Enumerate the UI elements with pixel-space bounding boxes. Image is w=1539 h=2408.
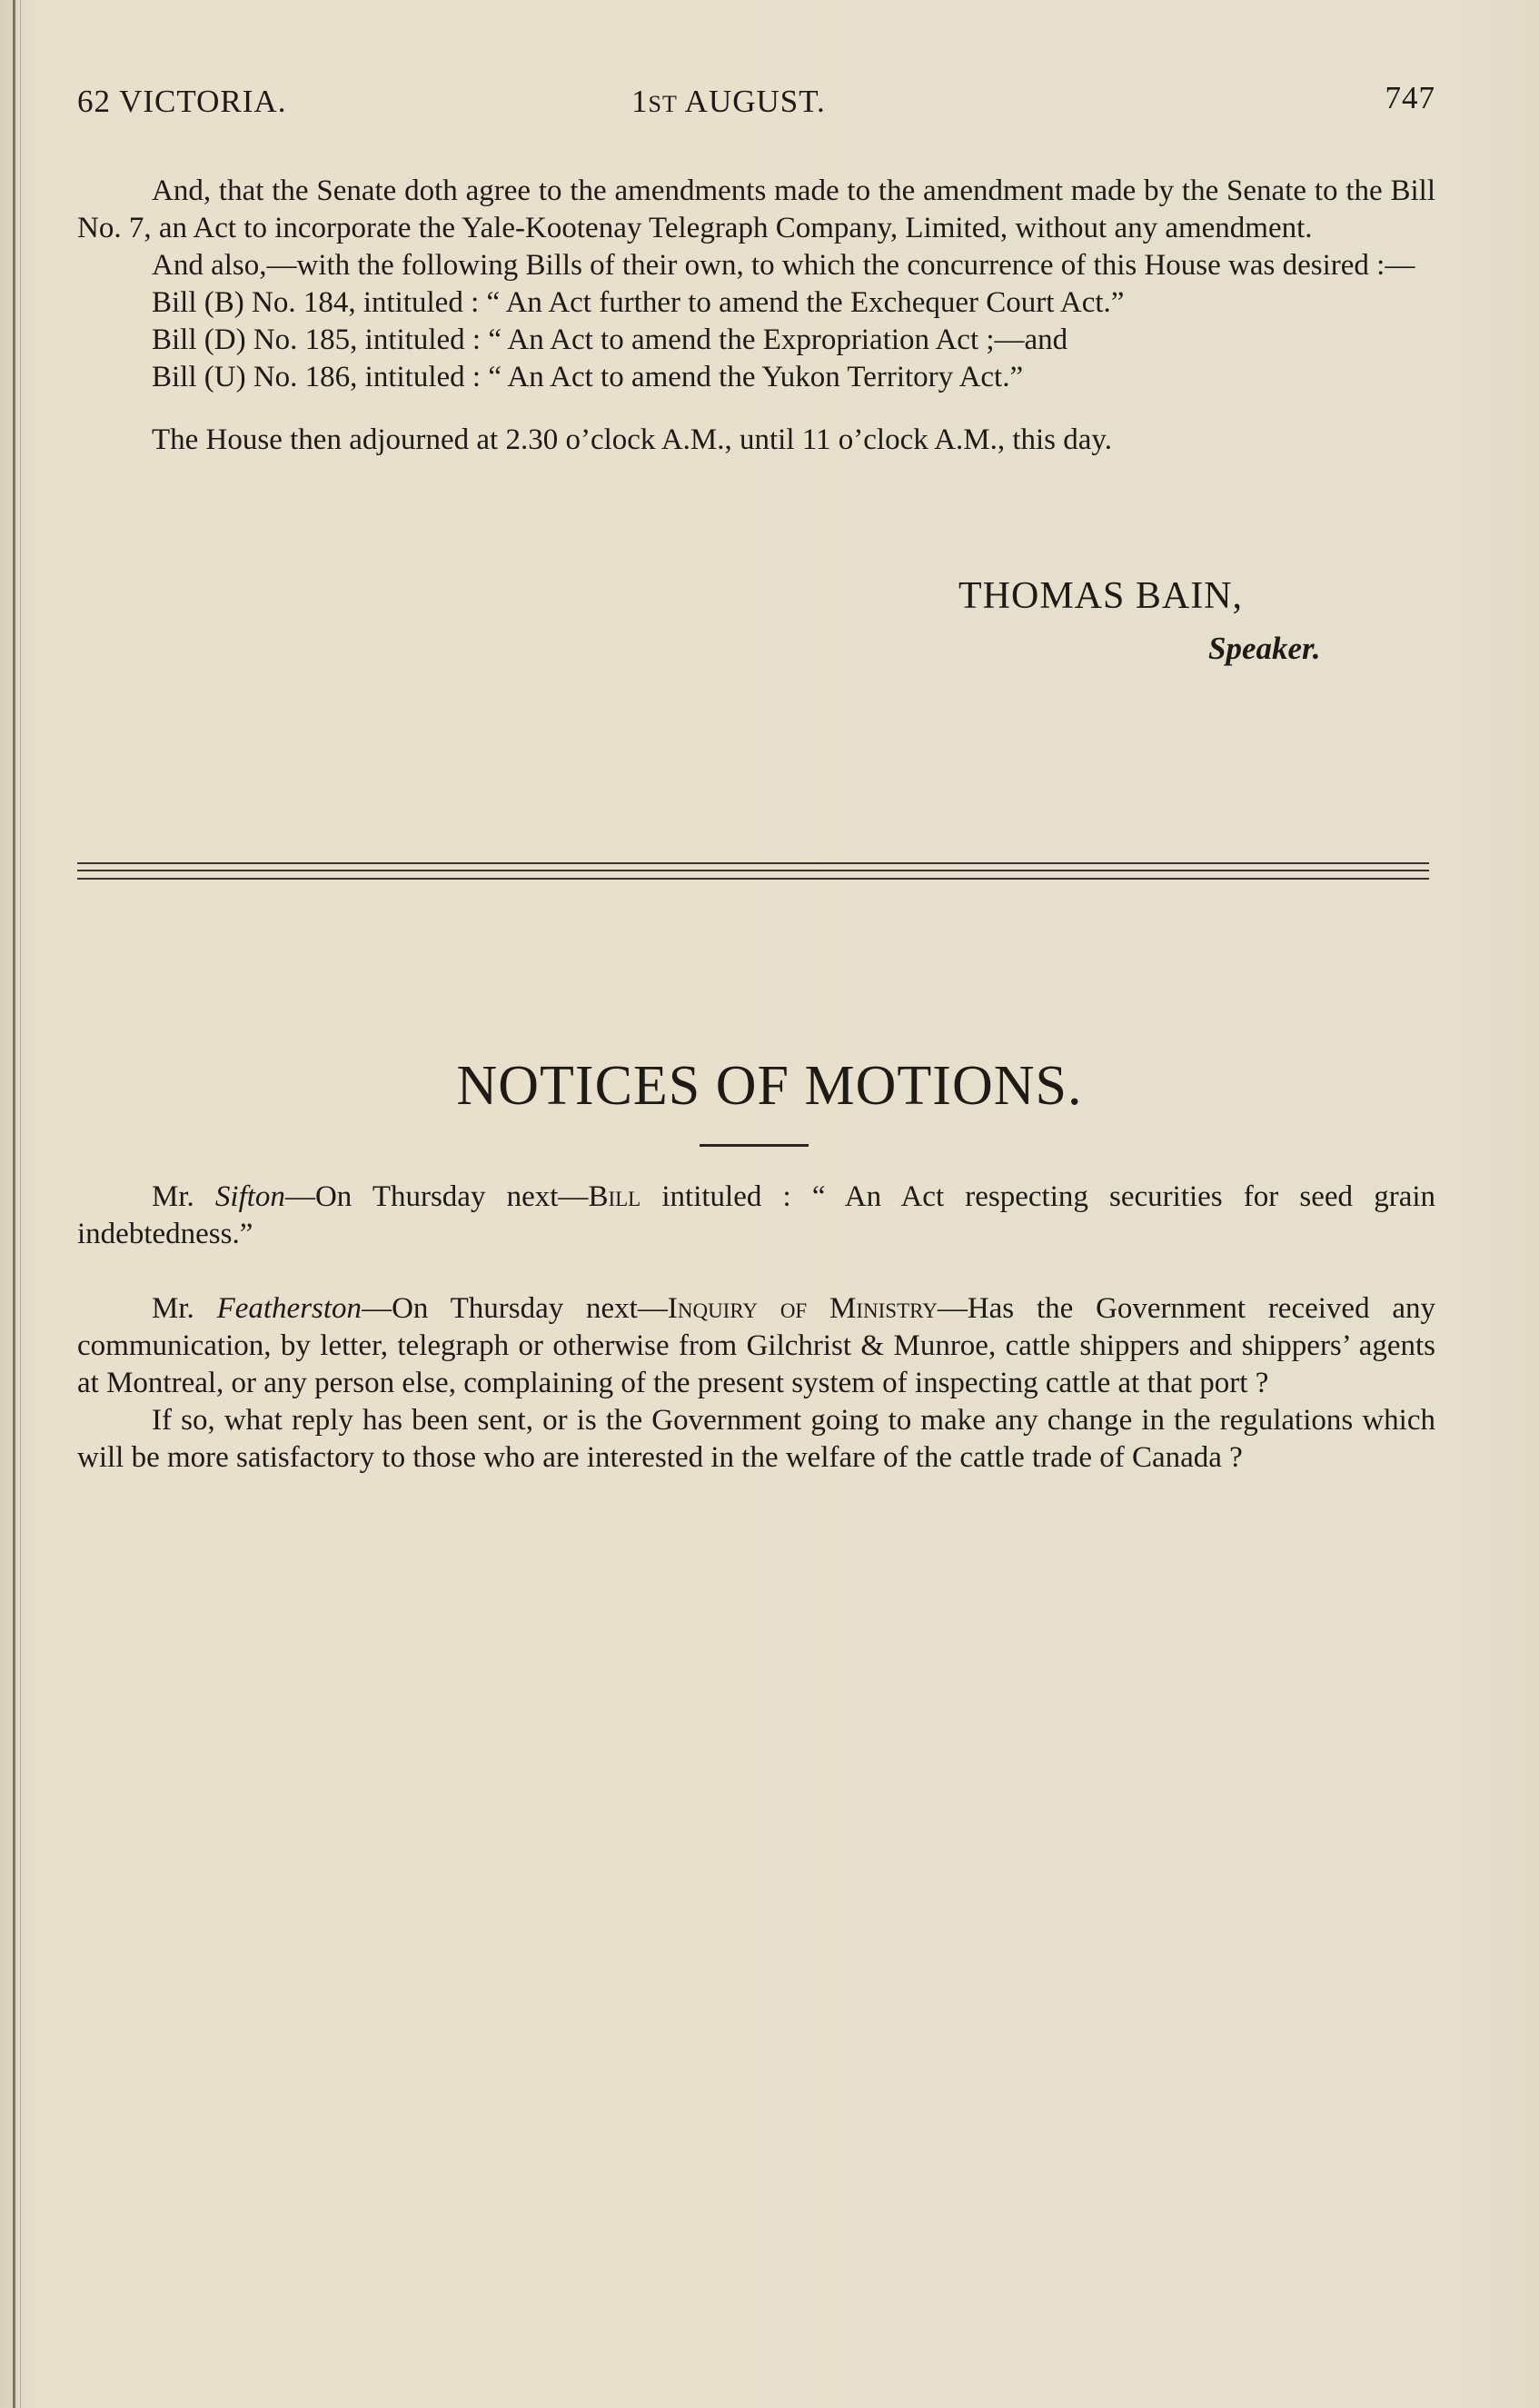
date-ordinal: ST [648, 91, 678, 117]
binding-edge [13, 0, 15, 2408]
senate-message [77, 173, 1435, 459]
signature-name: THOMAS BAIN, [958, 575, 1244, 617]
senate-paragraph-2: And also,—with the following Bills of their own, to which the concurrence of this House was desired :— [152, 249, 1415, 282]
motion-2-member: Featherston [216, 1292, 362, 1325]
heading-underline [700, 1144, 809, 1147]
divider-rule-bottom [77, 878, 1429, 880]
signature-title: Speaker. [1208, 631, 1321, 666]
motion-2-paragraph [77, 1290, 1435, 1402]
notice-motion-2 [77, 1290, 1435, 1477]
motion-2-text: —Has the Government received any communication, by letter, telegraph or otherwise from Gilchrist & Munroe, cattle shippers and shippers’ agents at Montreal, or any person else, complaining of the present system of inspecting cattle at that port ? [77, 1292, 1436, 1399]
divider-rule-middle [77, 870, 1429, 871]
binding-edge-inner [20, 0, 21, 2408]
date-month: AUGUST. [677, 84, 826, 119]
running-head-date [631, 84, 826, 120]
motion-1-when: —On Thursday next— [284, 1180, 589, 1213]
running-head [77, 80, 1435, 129]
bill-item: Bill (B) No. 184, intituled : “ An Act further to amend the Exchequer Court Act.” [152, 286, 1125, 319]
motion-2-kind: Inquiry of Ministry [667, 1292, 938, 1325]
running-head-session: 62 VICTORIA. [77, 84, 287, 119]
bill-item: Bill (D) No. 185, intituled : “ An Act to amend the Expropriation Act ;—and [152, 323, 1068, 356]
motion-2-when: —On Thursday next— [362, 1292, 668, 1325]
adjournment-note: The House then adjourned at 2.30 o’clock A.M., until 11 o’clock A.M., this day. [152, 423, 1113, 456]
motion-2-prefix: Mr. [152, 1292, 217, 1325]
notice-motion-1 [77, 1179, 1435, 1253]
motion-1-prefix: Mr. [152, 1180, 215, 1213]
section-heading: NOTICES OF MOTIONS. [456, 1055, 1083, 1117]
motion-1-paragraph [77, 1179, 1435, 1253]
motion-2-followup: If so, what reply has been sent, or is the Government going to make any change in the regulations which will be more satisfactory to those who are interested in the welfare of the cattle trade of Canada ? [77, 1404, 1435, 1474]
date-day: 1 [631, 84, 649, 119]
page-number: 747 [1385, 80, 1435, 115]
motion-1-text: intituled : “ An Act respecting securities for seed grain indebtedness.” [77, 1180, 1436, 1250]
motion-1-member: Sifton [214, 1180, 285, 1213]
senate-paragraph-1: And, that the Senate doth agree to the amendments made to the amendment made by the Senate to the Bill No. 7, an Act to incorporate the Yale-Kootenay Telegraph Company, Limited, without any amendment. [77, 174, 1435, 244]
divider-rule-top [77, 862, 1429, 864]
bill-item: Bill (U) No. 186, intituled : “ An Act to amend the Yukon Territory Act.” [152, 361, 1024, 393]
motion-1-kind: Bill [588, 1180, 641, 1213]
